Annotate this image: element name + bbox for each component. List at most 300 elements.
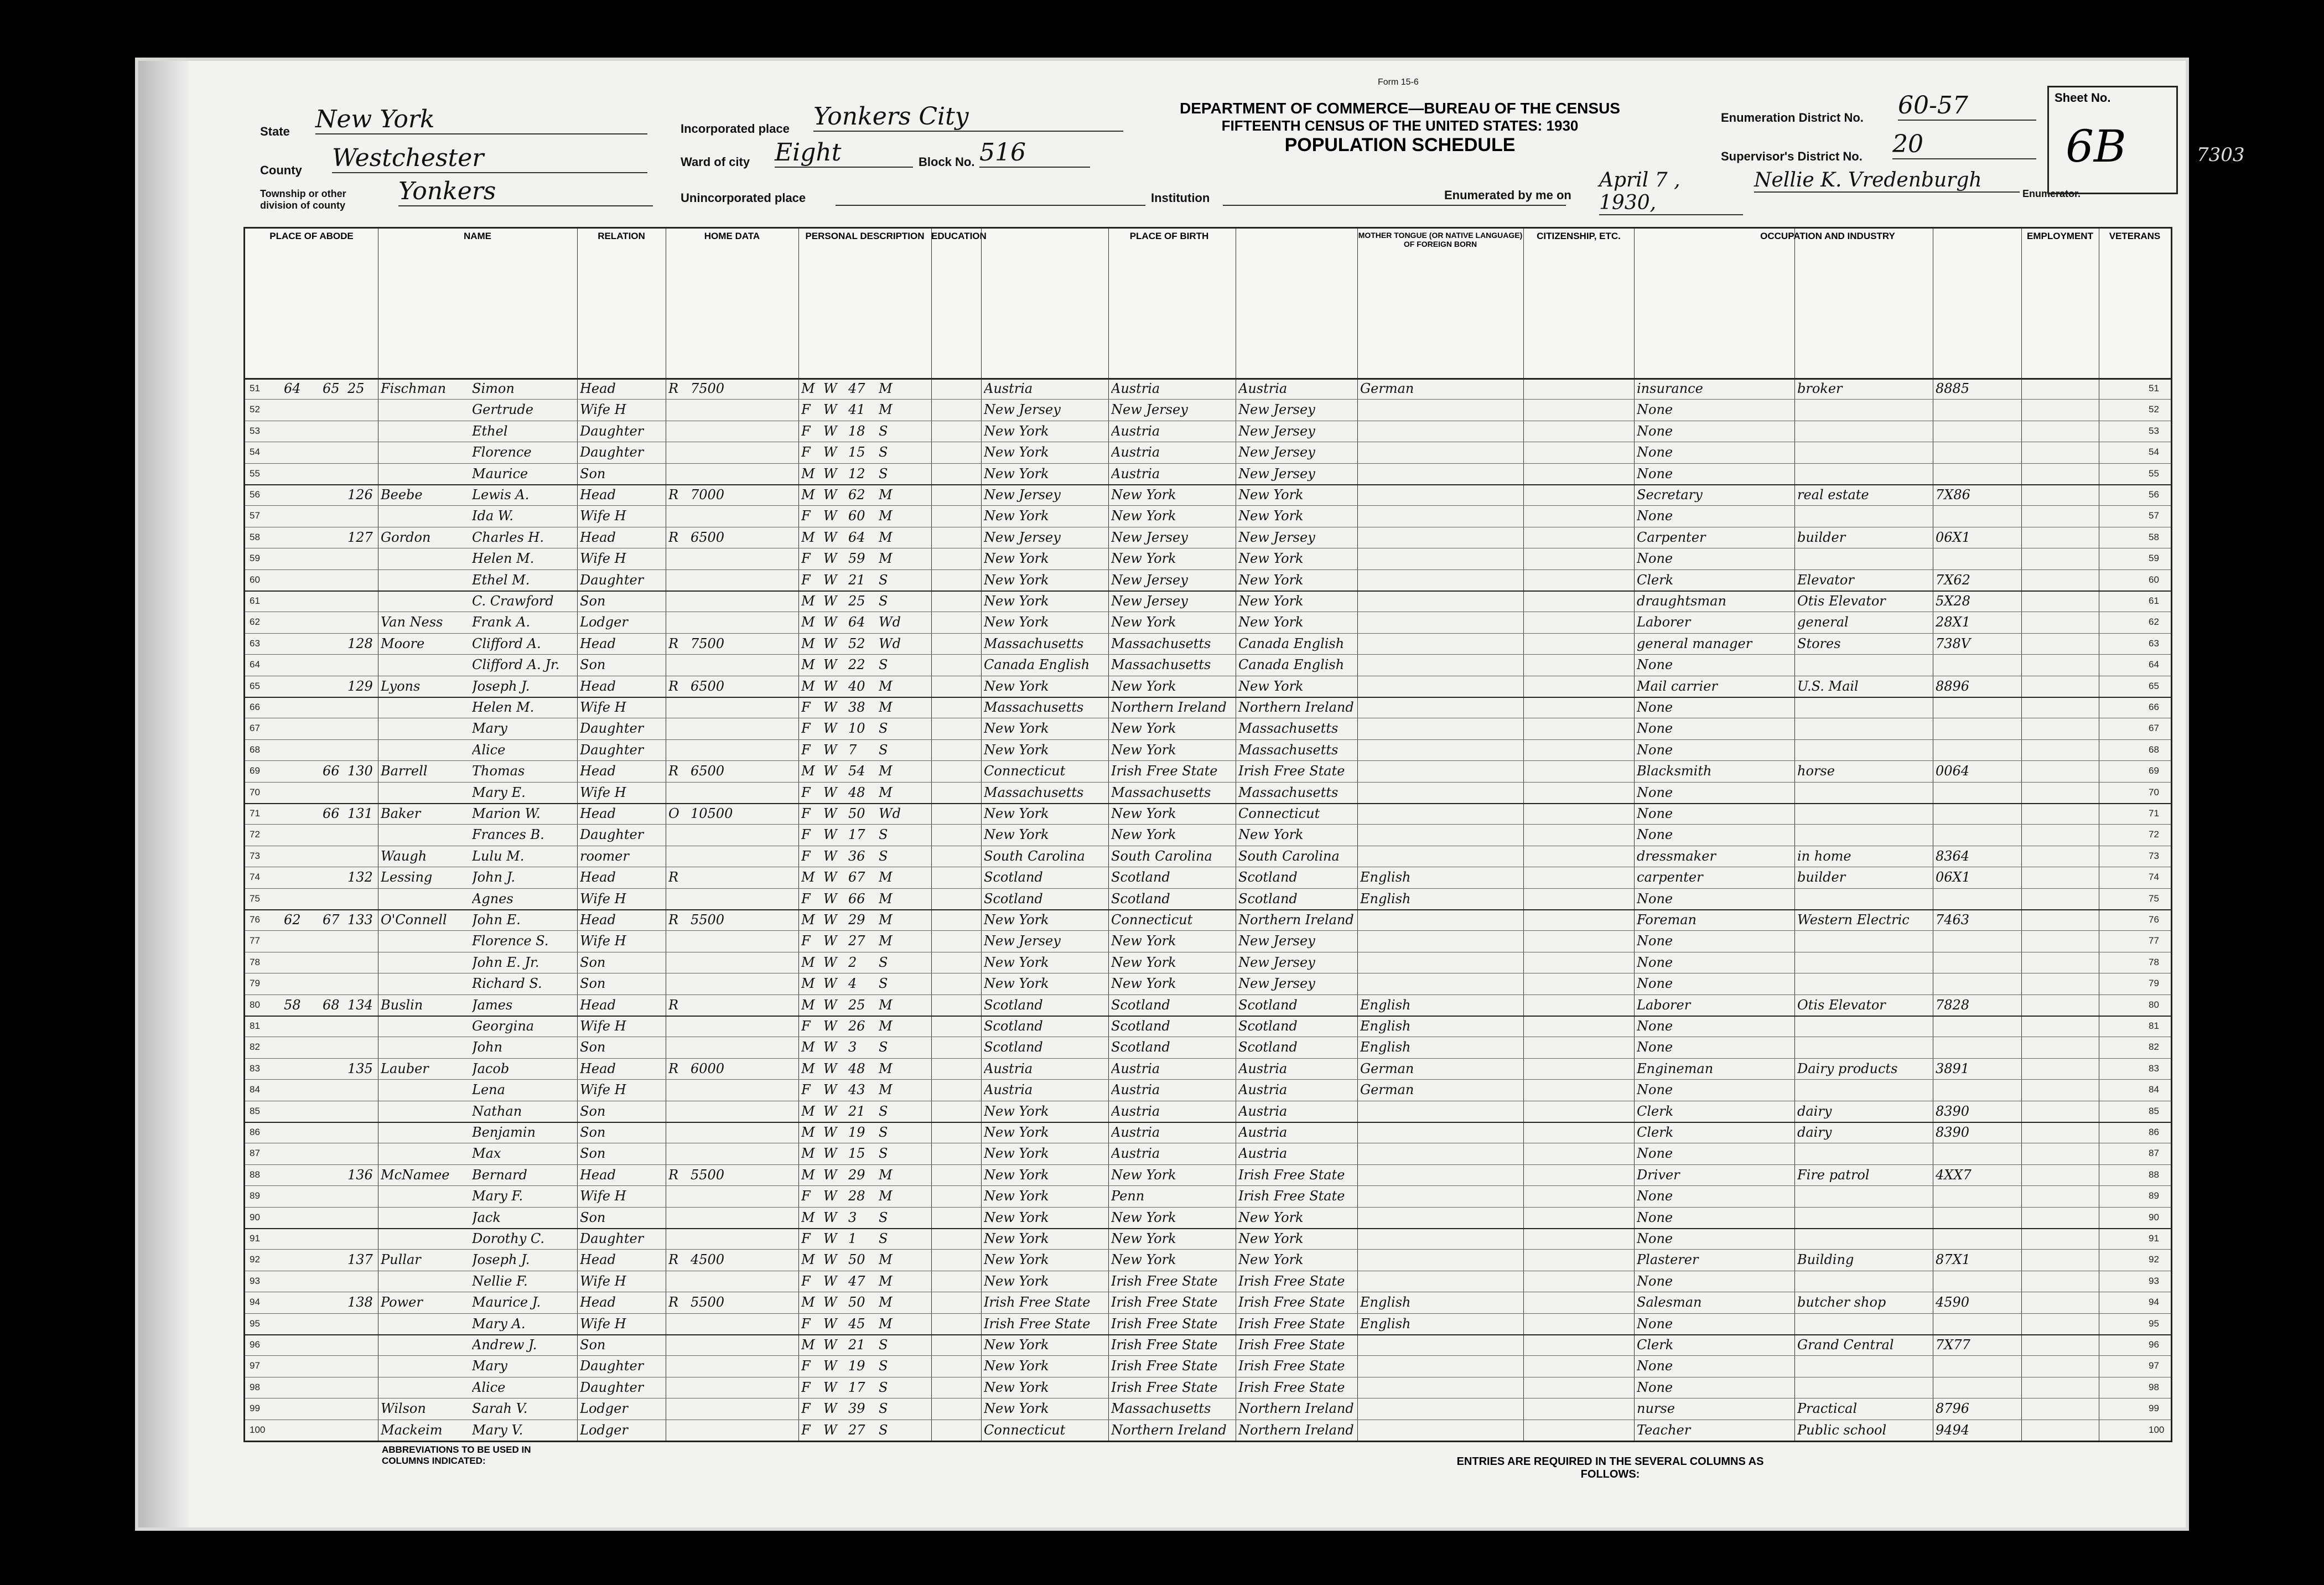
cell-age: 19 <box>848 1125 865 1140</box>
table-row <box>245 846 2171 867</box>
cell-sex: M <box>801 1209 815 1225</box>
table-row <box>245 378 2171 400</box>
cell-industry: Elevator <box>1797 572 1854 588</box>
cell-given-name: Florence <box>472 444 532 460</box>
cell-marital-status: S <box>879 1125 888 1140</box>
cell-marital-status: S <box>879 742 888 758</box>
cell-home-tenure: R <box>668 487 679 503</box>
cell-race: W <box>823 997 837 1013</box>
cell-race: W <box>823 976 837 992</box>
cell-given-name: John E. Jr. <box>472 954 540 970</box>
cell-mother-birthplace: Irish Free State <box>1238 1358 1345 1374</box>
line-number: 80 <box>2149 999 2159 1010</box>
line-number: 59 <box>250 553 260 564</box>
cell-occupation: Clerk <box>1637 572 1674 588</box>
cell-marital-status: S <box>879 593 888 609</box>
cell-given-name: Joseph J. <box>472 678 530 694</box>
cell-given-name: Benjamin <box>472 1125 536 1140</box>
table-row <box>245 739 2171 761</box>
line-number: 52 <box>2149 404 2159 415</box>
cell-occupation: Secretary <box>1637 487 1703 503</box>
cell-surname: Lauber <box>381 1060 429 1076</box>
table-row <box>245 1058 2171 1080</box>
group-employment: EMPLOYMENT <box>2027 231 2093 241</box>
cell-race: W <box>823 572 837 588</box>
cell-industry: Otis Elevator <box>1797 593 1886 609</box>
cell-mother-birthplace: Irish Free State <box>1238 1167 1345 1183</box>
line-number: 90 <box>250 1211 260 1223</box>
cell-relation: Head <box>580 912 616 928</box>
table-row <box>245 888 2171 910</box>
cell-father-birthplace: Massachusetts <box>1111 657 1211 673</box>
cell-marital-status: Wd <box>879 614 901 630</box>
cell-birthplace: New York <box>984 721 1049 737</box>
cell-marital-status: M <box>879 1294 893 1311</box>
cell-race: W <box>823 1252 837 1268</box>
cell-home-tenure: R <box>668 1167 679 1183</box>
cell-home-value: 10500 <box>691 806 733 821</box>
cell-father-birthplace: New Jersey <box>1111 572 1188 588</box>
cell-given-name: Mary F. <box>472 1188 523 1204</box>
cell-sex: M <box>801 869 815 885</box>
cell-marital-status: Wd <box>879 806 901 821</box>
cell-marital-status: M <box>879 890 893 907</box>
cell-race: W <box>823 1379 837 1395</box>
cell-surname: Van Ness <box>381 614 443 630</box>
cell-surname: Wilson <box>381 1401 426 1417</box>
cell-occupation: Laborer <box>1637 997 1691 1013</box>
cell-marital-status: Wd <box>879 635 901 651</box>
state-value: New York <box>315 105 647 134</box>
cell-relation: Daughter <box>580 444 644 460</box>
cell-surname: Power <box>381 1294 423 1311</box>
cell-marital-status: M <box>879 1252 893 1268</box>
cell-given-name: Lulu M. <box>472 848 525 864</box>
cell-marital-status: S <box>879 1231 888 1246</box>
census-sheet <box>138 61 2245 1527</box>
cell-race: W <box>823 635 837 651</box>
cell-dwelling-number: 66 <box>323 806 340 821</box>
cell-relation: Wife H <box>580 933 626 949</box>
cell-age: 27 <box>848 1422 865 1438</box>
cell-marital-status: M <box>879 1315 893 1332</box>
cell-age: 25 <box>848 997 865 1013</box>
cell-given-name: Mary <box>472 1358 507 1374</box>
line-number: 74 <box>250 872 260 883</box>
cell-marital-status: M <box>879 1018 893 1034</box>
line-number: 70 <box>250 786 260 797</box>
cell-race: W <box>823 423 837 439</box>
cell-given-name: Clifford A. Jr. <box>472 657 560 673</box>
unincorporated-line <box>836 205 1145 206</box>
cell-occupation: Clerk <box>1637 1125 1674 1140</box>
enumerator-name: Nellie K. Vredenburgh <box>1754 169 2020 193</box>
table-row <box>245 1164 2171 1186</box>
cell-given-name: Jack <box>472 1209 501 1225</box>
cell-given-name: Helen M. <box>472 551 535 567</box>
line-number: 97 <box>2149 1360 2159 1371</box>
cell-home-value: 6500 <box>691 763 725 779</box>
cell-age: 48 <box>848 1060 865 1076</box>
table-row <box>245 1079 2171 1101</box>
cell-occupation-code: 06X1 <box>1936 869 1970 885</box>
cell-surname: Buslin <box>381 997 423 1013</box>
cell-birthplace: New Jersey <box>984 402 1061 418</box>
cell-sex: F <box>801 1231 811 1246</box>
table-row <box>245 1334 2171 1356</box>
cell-birthplace: New York <box>984 593 1049 609</box>
line-number: 96 <box>2149 1339 2159 1350</box>
line-number: 61 <box>250 595 260 606</box>
cell-given-name: Helen M. <box>472 700 535 715</box>
table-row <box>245 952 2171 973</box>
line-number: 62 <box>2149 617 2159 628</box>
cell-marital-status: S <box>879 1422 888 1438</box>
line-number: 61 <box>2149 595 2159 606</box>
cell-relation: Daughter <box>580 423 644 439</box>
cell-occupation-code: 8796 <box>1936 1401 1970 1417</box>
cell-occupation-code: 0064 <box>1936 763 1970 779</box>
cell-occupation: None <box>1637 1379 1673 1395</box>
cell-sex: M <box>801 1125 815 1140</box>
line-number: 87 <box>2149 1148 2159 1159</box>
cell-birthplace: New York <box>984 1103 1049 1119</box>
cell-family-number: 136 <box>347 1167 373 1183</box>
cell-mother-birthplace: Canada English <box>1238 657 1345 673</box>
cell-marital-status: S <box>879 657 888 673</box>
cell-age: 15 <box>848 1146 865 1162</box>
cell-marital-status: M <box>879 487 893 503</box>
table-row <box>245 1420 2171 1442</box>
cell-family-number: 128 <box>347 635 373 651</box>
group-personal: PERSONAL DESCRIPTION <box>805 231 925 241</box>
sheet-value: 6B <box>2066 121 2126 172</box>
cell-birthplace: Irish Free State <box>984 1294 1091 1311</box>
cell-sex: M <box>801 763 815 779</box>
cell-marital-status: M <box>879 784 893 800</box>
cell-race: W <box>823 1146 837 1162</box>
cell-occupation: Plasterer <box>1637 1252 1699 1268</box>
cell-race: W <box>823 614 837 630</box>
cell-race: W <box>823 700 837 715</box>
line-number: 59 <box>2149 553 2159 564</box>
cell-relation: Daughter <box>580 572 644 588</box>
cell-sex: M <box>801 1252 815 1268</box>
cell-mother-birthplace: Scotland <box>1238 890 1298 907</box>
county-value: Westchester <box>332 144 647 173</box>
line-number: 90 <box>2149 1211 2159 1223</box>
cell-marital-status: M <box>879 997 893 1013</box>
line-number: 56 <box>250 489 260 500</box>
cell-mother-birthplace: New Jersey <box>1238 976 1315 992</box>
cell-relation: Wife H <box>580 1273 626 1289</box>
cell-birthplace: New York <box>984 1273 1049 1289</box>
line-number: 74 <box>2149 872 2159 883</box>
line-number: 54 <box>250 447 260 458</box>
table-row <box>245 569 2171 592</box>
cell-home-tenure: R <box>668 869 679 885</box>
line-number: 73 <box>2149 850 2159 861</box>
cell-occupation: None <box>1637 1188 1673 1204</box>
cell-occupation: Foreman <box>1637 912 1697 928</box>
cell-home-value: 4500 <box>691 1252 725 1268</box>
line-number: 79 <box>250 978 260 989</box>
cell-relation: Head <box>580 635 616 651</box>
cell-mother-birthplace: New York <box>1238 1252 1304 1268</box>
enumerated-label: Enumerated by me on <box>1444 188 1571 202</box>
cell-birthplace: Scotland <box>984 1039 1043 1055</box>
cell-given-name: Nellie F. <box>472 1273 528 1289</box>
line-number: 79 <box>2149 978 2159 989</box>
cell-mother-birthplace: Northern Ireland <box>1238 1401 1354 1417</box>
line-number: 88 <box>250 1169 260 1180</box>
line-number: 98 <box>2149 1381 2159 1392</box>
cell-father-birthplace: New York <box>1111 954 1176 970</box>
line-number: 58 <box>250 531 260 542</box>
table-row <box>245 697 2171 718</box>
line-number: 55 <box>2149 468 2159 479</box>
cell-birthplace: New York <box>984 572 1049 588</box>
line-number: 53 <box>250 425 260 436</box>
cell-surname: McNamee <box>381 1167 450 1183</box>
cell-sex: M <box>801 1060 815 1076</box>
cell-occupation-code: 7X77 <box>1936 1337 1970 1353</box>
cell-occupation-code: 8364 <box>1936 848 1970 864</box>
cell-marital-status: S <box>879 827 888 843</box>
cell-family-number: 135 <box>347 1060 373 1076</box>
table-row <box>245 484 2171 506</box>
cell-age: 47 <box>848 381 865 396</box>
cell-home-tenure: R <box>668 529 679 545</box>
cell-marital-status: S <box>879 423 888 439</box>
cell-age: 2 <box>848 954 857 970</box>
table-row <box>245 1292 2171 1313</box>
cell-marital-status: S <box>879 1379 888 1395</box>
cell-race: W <box>823 742 837 758</box>
cell-mother-birthplace: Irish Free State <box>1238 1315 1345 1332</box>
cell-home-tenure: R <box>668 912 679 928</box>
cell-birthplace: New Jersey <box>984 487 1061 503</box>
cell-family-number: 134 <box>347 997 373 1013</box>
cell-industry: horse <box>1797 763 1835 779</box>
form-number: Form 15-6 <box>1378 77 1419 87</box>
cell-mother-birthplace: New Jersey <box>1238 402 1315 418</box>
cell-relation: Wife H <box>580 700 626 715</box>
group-mother-tongue: MOTHER TONGUE (OR NATIVE LANGUAGE) OF FOREIGN BORN <box>1358 231 1523 248</box>
cell-occupation: None <box>1637 700 1673 715</box>
line-number: 91 <box>2149 1233 2159 1244</box>
cell-industry: Western Electric <box>1797 912 1910 928</box>
schedule-title: POPULATION SCHEDULE <box>1284 134 1516 156</box>
cell-mother-birthplace: Scotland <box>1238 997 1298 1013</box>
cell-father-birthplace: New York <box>1111 614 1176 630</box>
cell-relation: Wife H <box>580 402 626 418</box>
line-number: 69 <box>2149 765 2159 776</box>
cell-occupation-code: 5X28 <box>1936 593 1970 609</box>
enumerated-date: April 7 , 1930, <box>1599 169 1743 215</box>
cell-sex: F <box>801 402 811 418</box>
cell-mother-birthplace: New York <box>1238 593 1304 609</box>
cell-mother-birthplace: South Carolina <box>1238 848 1340 864</box>
cell-mother-birthplace: Northern Ireland <box>1238 1422 1354 1438</box>
cell-age: 50 <box>848 1294 865 1311</box>
cell-birthplace: Scotland <box>984 997 1043 1013</box>
cell-surname: Beebe <box>381 487 423 503</box>
cell-surname: Mackeim <box>381 1422 443 1438</box>
cell-sex: M <box>801 1294 815 1311</box>
cell-relation: Wife H <box>580 551 626 567</box>
cell-house-number: 64 <box>284 381 301 396</box>
cell-father-birthplace: New York <box>1111 508 1176 524</box>
cell-race: W <box>823 912 837 928</box>
cell-relation: Son <box>580 657 606 673</box>
cell-occupation: Laborer <box>1637 614 1691 630</box>
cell-race: W <box>823 487 837 503</box>
cell-father-birthplace: New York <box>1111 678 1176 694</box>
footer <box>382 1444 2175 1505</box>
cell-sex: F <box>801 444 811 460</box>
cell-mother-tongue: English <box>1360 890 1411 907</box>
cell-mother-tongue: English <box>1360 997 1411 1013</box>
cell-family-number: 127 <box>347 529 373 545</box>
cell-relation: Daughter <box>580 721 644 737</box>
cell-relation: Son <box>580 1337 606 1353</box>
cell-industry: Dairy products <box>1797 1060 1898 1076</box>
cell-mother-birthplace: New Jersey <box>1238 465 1315 481</box>
cell-birthplace: New York <box>984 423 1049 439</box>
line-number: 71 <box>250 808 260 819</box>
table-row <box>245 676 2171 698</box>
line-number: 67 <box>250 723 260 734</box>
cell-race: W <box>823 721 837 737</box>
cell-father-birthplace: New York <box>1111 827 1176 843</box>
cell-given-name: Sarah V. <box>472 1401 528 1417</box>
cell-race: W <box>823 954 837 970</box>
group-name: NAME <box>463 231 492 241</box>
census-title: FIFTEENTH CENSUS OF THE UNITED STATES: 1930 <box>1221 117 1579 134</box>
cell-sex: F <box>801 1018 811 1034</box>
cell-occupation-code: 7463 <box>1936 912 1970 928</box>
cell-relation: Wife H <box>580 1018 626 1034</box>
cell-mother-birthplace: Irish Free State <box>1238 1188 1345 1204</box>
cell-mother-tongue: German <box>1360 381 1414 396</box>
cell-mother-tongue: English <box>1360 1039 1411 1055</box>
cell-sex: M <box>801 1146 815 1162</box>
table-row <box>245 1016 2171 1037</box>
cell-birthplace: New York <box>984 614 1049 630</box>
line-number: 57 <box>2149 510 2159 521</box>
cell-relation: Daughter <box>580 1358 644 1374</box>
cell-family-number: 130 <box>347 763 373 779</box>
block-label: Block No. <box>919 155 975 169</box>
cell-birthplace: New York <box>984 1167 1049 1183</box>
cell-relation: Lodger <box>580 614 628 630</box>
table-row <box>245 527 2171 548</box>
cell-mother-tongue: English <box>1360 1315 1411 1332</box>
cell-birthplace: New York <box>984 976 1049 992</box>
cell-father-birthplace: Irish Free State <box>1111 1294 1218 1311</box>
cell-father-birthplace: Irish Free State <box>1111 1379 1218 1395</box>
cell-birthplace: New York <box>984 912 1049 928</box>
table-row <box>245 612 2171 633</box>
cell-age: 67 <box>848 869 865 885</box>
line-number: 63 <box>2149 638 2159 649</box>
cell-given-name: Gertrude <box>472 402 533 418</box>
cell-given-name: James <box>472 997 513 1013</box>
cell-occupation: None <box>1637 1273 1673 1289</box>
cell-mother-birthplace: Austria <box>1238 1082 1288 1098</box>
cell-industry: Building <box>1797 1252 1854 1268</box>
cell-mother-birthplace: Irish Free State <box>1238 1379 1345 1395</box>
cell-given-name: Frances B. <box>472 827 544 843</box>
cell-industry: general <box>1797 614 1849 630</box>
cell-mother-birthplace: New York <box>1238 614 1304 630</box>
cell-relation: Wife H <box>580 1315 626 1332</box>
table-row <box>245 782 2171 804</box>
line-number: 81 <box>250 1021 260 1031</box>
cell-age: 39 <box>848 1401 865 1417</box>
cell-marital-status: M <box>879 763 893 779</box>
cell-occupation: dressmaker <box>1637 848 1716 864</box>
line-number: 83 <box>250 1063 260 1074</box>
incorporated-value: Yonkers City <box>813 102 1123 132</box>
cell-occupation: nurse <box>1637 1401 1675 1417</box>
cell-race: W <box>823 381 837 396</box>
enumerator-label: Enumerator. <box>2022 188 2081 199</box>
line-number: 62 <box>250 617 260 628</box>
cell-age: 27 <box>848 933 865 949</box>
cell-given-name: Dorothy C. <box>472 1231 545 1246</box>
group-occupation: OCCUPATION AND INDUSTRY <box>1760 231 1895 241</box>
line-number: 93 <box>250 1275 260 1286</box>
cell-industry: broker <box>1797 381 1843 396</box>
cell-father-birthplace: New York <box>1111 487 1176 503</box>
cell-given-name: Richard S. <box>472 976 542 992</box>
cell-occupation: Clerk <box>1637 1103 1674 1119</box>
cell-occupation: Driver <box>1637 1167 1680 1183</box>
cell-mother-birthplace: New York <box>1238 827 1304 843</box>
cell-mother-birthplace: Austria <box>1238 1146 1288 1162</box>
cell-marital-status: M <box>879 381 893 396</box>
cell-marital-status: M <box>879 912 893 928</box>
cell-relation: Head <box>580 763 616 779</box>
cell-race: W <box>823 1231 837 1246</box>
institution-line <box>1223 205 1566 206</box>
cell-marital-status: M <box>879 1188 893 1204</box>
table-row <box>245 1037 2171 1058</box>
cell-mother-birthplace: Canada English <box>1238 635 1345 651</box>
line-number: 63 <box>250 638 260 649</box>
line-number: 77 <box>250 935 260 946</box>
table-body <box>245 378 2171 1441</box>
cell-occupation: None <box>1637 1082 1673 1098</box>
table-row <box>245 824 2171 846</box>
group-place-of-abode: PLACE OF ABODE <box>269 231 354 241</box>
cell-birthplace: Austria <box>984 381 1033 396</box>
line-number: 68 <box>2149 744 2159 755</box>
cell-mother-birthplace: Austria <box>1238 1060 1288 1076</box>
cell-father-birthplace: Austria <box>1111 1146 1160 1162</box>
cell-age: 43 <box>848 1082 865 1098</box>
cell-father-birthplace: Scotland <box>1111 869 1170 885</box>
cell-given-name: Lewis A. <box>472 487 530 503</box>
cell-surname: Pullar <box>381 1252 421 1268</box>
line-number: 54 <box>2149 447 2159 458</box>
cell-age: 12 <box>848 465 865 481</box>
line-number: 84 <box>250 1084 260 1095</box>
cell-birthplace: Massachusetts <box>984 784 1084 800</box>
cell-occupation: carpenter <box>1637 869 1703 885</box>
